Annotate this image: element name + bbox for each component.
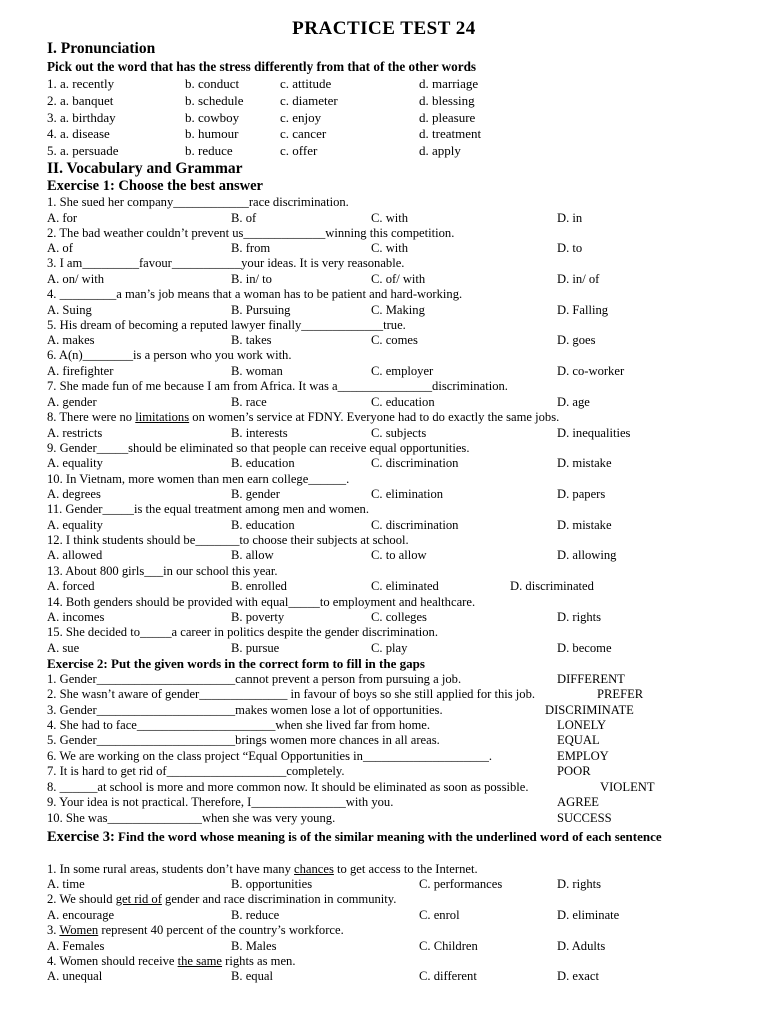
- option-d: D. in/ of: [557, 272, 600, 286]
- option-b: B. pursue: [231, 641, 280, 655]
- question-stem: 9. Gender_____should be eliminated so that people can receive equal opportunities.: [47, 441, 470, 455]
- option-d: D. to: [557, 241, 583, 255]
- question-stem: 15. She decided to_____a career in politics despite the gender discrimination.: [47, 625, 438, 639]
- option-b: b. cowboy: [185, 110, 240, 125]
- option-a: A. restricts: [47, 426, 103, 440]
- option-c: c. attitude: [280, 76, 332, 91]
- option-b: B. takes: [231, 333, 272, 347]
- root-word: AGREE: [557, 795, 599, 809]
- option-d: D. become: [557, 641, 612, 655]
- question-stem: 6. A(n)________is a person who you work with.: [47, 348, 292, 362]
- option-c: C. discrimination: [371, 456, 459, 470]
- option-c: C. with: [371, 241, 409, 255]
- option-d: D. age: [557, 395, 590, 409]
- word-form-item: 5. Gender______________________brings women more chances in all areas. EQUAL: [47, 733, 600, 747]
- option-c: C. play: [371, 641, 408, 655]
- option-d: D. Falling: [557, 303, 609, 317]
- section-heading-vocabulary: II. Vocabulary and Grammar: [47, 160, 243, 177]
- option-b: B. race: [231, 395, 267, 409]
- option-b: B. reduce: [231, 908, 280, 922]
- option-c: c. cancer: [280, 126, 327, 141]
- option-a: A. gender: [47, 395, 97, 409]
- question-stem: 8. There were no limitations on women’s service at FDNY. Everyone had to do exactly the same jobs.: [47, 410, 560, 424]
- option-b: B. poverty: [231, 610, 285, 624]
- option-d: D. exact: [557, 969, 599, 983]
- option-a: A. for: [47, 211, 78, 225]
- word-form-item: 4. She had to face______________________when she lived far from home. LONELY: [47, 718, 607, 732]
- option-a: 4. a. disease: [47, 126, 110, 141]
- answer-options: [47, 364, 747, 380]
- option-c: C. elimination: [371, 487, 444, 501]
- underlined-word: the same: [177, 954, 223, 968]
- root-word: EQUAL: [557, 733, 600, 747]
- answer-options: [47, 211, 747, 227]
- option-a: A. degrees: [47, 487, 101, 501]
- question-stem: 2. The bad weather couldn’t prevent us_____________winning this competition.: [47, 226, 455, 240]
- option-b: b. conduct: [185, 76, 240, 91]
- option-b: B. woman: [231, 364, 283, 378]
- option-b: B. Males: [231, 939, 277, 953]
- word-form-item: 2. She wasn’t aware of gender______________ in favour of boys so she still applied for this job. PREFER: [47, 687, 644, 701]
- answer-options: [47, 487, 747, 503]
- option-d: D. inequalities: [557, 426, 631, 440]
- option-b: B. from: [231, 241, 271, 255]
- answer-options: [47, 548, 747, 564]
- option-c: C. of/ with: [371, 272, 426, 286]
- word-form-item: 6. We are working on the class project “Equal Opportunities in____________________. EMPLOY: [47, 749, 609, 763]
- question-stem: 3. I am_________favour___________your ideas. It is very reasonable.: [47, 256, 405, 270]
- question-stem: 12. I think students should be_______to choose their subjects at school.: [47, 533, 409, 547]
- word-form-item: 8. ______at school is more and more common now. It should be eliminated as soon as possible. VIOLENT: [47, 780, 655, 794]
- option-d: d. apply: [419, 143, 461, 158]
- option-a: 1. a. recently: [47, 76, 115, 91]
- question-stem: 1. In some rural areas, students don’t have many chances to get access to the Internet.: [47, 862, 478, 876]
- option-b: B. enrolled: [231, 579, 287, 593]
- answer-options: [47, 969, 747, 985]
- option-c: C. to allow: [371, 548, 427, 562]
- option-d: D. mistake: [557, 456, 612, 470]
- option-b: B. in/ to: [231, 272, 272, 286]
- answer-options: [47, 272, 747, 288]
- pronunciation-instruction: Pick out the word that has the stress differently from that of the other words: [47, 59, 477, 74]
- option-c: C. Children: [419, 939, 478, 953]
- answer-options: [47, 333, 747, 349]
- question-stem: 3. Women represent 40 percent of the country’s workforce.: [47, 923, 344, 937]
- option-a: A. equality: [47, 456, 103, 470]
- option-a: A. unequal: [47, 969, 103, 983]
- option-a: A. of: [47, 241, 73, 255]
- option-c: C. colleges: [371, 610, 427, 624]
- root-word: DISCRIMINATE: [545, 703, 634, 717]
- option-a: 3. a. birthday: [47, 110, 116, 125]
- option-d: D. papers: [557, 487, 606, 501]
- root-word: VIOLENT: [600, 780, 655, 794]
- option-a: A. sue: [47, 641, 80, 655]
- option-c: C. eliminated: [371, 579, 439, 593]
- option-c: C. Making: [371, 303, 425, 317]
- option-b: B. gender: [231, 487, 280, 501]
- option-c: C. with: [371, 211, 409, 225]
- underlined-word: Women: [59, 923, 99, 937]
- answer-options: [47, 426, 747, 442]
- root-word: SUCCESS: [557, 811, 612, 825]
- option-b: B. allow: [231, 548, 274, 562]
- question-stem: 2. We should get rid of gender and race discrimination in community.: [47, 892, 397, 906]
- option-b: b. humour: [185, 126, 239, 141]
- option-d: d. treatment: [419, 126, 482, 141]
- option-c: C. performances: [419, 877, 503, 891]
- answer-options: [47, 241, 747, 257]
- question-stem: 13. About 800 girls___in our school this year.: [47, 564, 278, 578]
- option-a: A. forced: [47, 579, 95, 593]
- option-c: C. education: [371, 395, 435, 409]
- option-a: A. encourage: [47, 908, 115, 922]
- exercise-3-heading: Exercise 3: Find the word whose meaning is of the similar meaning with the underlined word of each sentence: [47, 829, 662, 845]
- answer-options: [47, 579, 747, 595]
- option-c: C. subjects: [371, 426, 427, 440]
- word-form-item: 1. Gender______________________cannot prevent a person from pursuing a job. DIFFERENT: [47, 672, 625, 686]
- answer-options: [47, 877, 747, 893]
- option-d: D. allowing: [557, 548, 617, 562]
- option-a: A. firefighter: [47, 364, 114, 378]
- option-d: d. blessing: [419, 93, 475, 108]
- option-d: D. rights: [557, 877, 602, 891]
- question-stem: 5. His dream of becoming a reputed lawyer finally_____________true.: [47, 318, 406, 332]
- option-d: D. rights: [557, 610, 602, 624]
- option-b: B. opportunities: [231, 877, 313, 891]
- option-b: b. reduce: [185, 143, 233, 158]
- option-d: D. Adults: [557, 939, 606, 953]
- question-stem: 10. In Vietnam, more women than men earn college______.: [47, 472, 350, 486]
- option-d: D. mistake: [557, 518, 612, 532]
- option-a: A. makes: [47, 333, 95, 347]
- question-stem: 4. _________a man’s job means that a woman has to be patient and hard-working.: [47, 287, 463, 301]
- option-b: B. Pursuing: [231, 303, 291, 317]
- word-form-item: 7. It is hard to get rid of___________________completely. POOR: [47, 764, 591, 778]
- answer-options: [47, 518, 747, 534]
- exercise-2-heading: Exercise 2: Put the given words in the correct form to fill in the gaps: [47, 656, 425, 671]
- option-c: C. discrimination: [371, 518, 459, 532]
- underlined-word: get rid of: [115, 892, 162, 906]
- exercise-1-heading: Exercise 1: Choose the best answer: [47, 178, 263, 194]
- root-word: EMPLOY: [557, 749, 609, 763]
- option-d: D. discriminated: [510, 579, 594, 593]
- option-c: c. offer: [280, 143, 318, 158]
- answer-options: [47, 395, 747, 411]
- option-a: A. equality: [47, 518, 103, 532]
- answer-options: [47, 641, 747, 657]
- option-a: 2. a. banquet: [47, 93, 114, 108]
- answer-options: [47, 456, 747, 472]
- option-c: c. diameter: [280, 93, 338, 108]
- answer-options: [47, 908, 747, 924]
- root-word: DIFFERENT: [557, 672, 625, 686]
- option-c: C. employer: [371, 364, 434, 378]
- option-c: C. different: [419, 969, 477, 983]
- option-a: A. Females: [47, 939, 105, 953]
- underlined-word: limitations: [135, 410, 190, 424]
- option-a: A. time: [47, 877, 85, 891]
- option-a: A. on/ with: [47, 272, 105, 286]
- option-c: C. comes: [371, 333, 418, 347]
- option-c: c. enjoy: [280, 110, 322, 125]
- option-d: D. eliminate: [557, 908, 620, 922]
- question-stem: 4. Women should receive the same rights as men.: [47, 954, 296, 968]
- word-form-item: 10. She was_______________when she was very young. SUCCESS: [47, 811, 612, 825]
- root-word: PREFER: [597, 687, 644, 701]
- option-b: B. equal: [231, 969, 273, 983]
- question-stem: 1. She sued her company____________race discrimination.: [47, 195, 349, 209]
- option-d: D. co-worker: [557, 364, 625, 378]
- option-a: A. allowed: [47, 548, 103, 562]
- option-d: d. marriage: [419, 76, 479, 91]
- question-stem: 14. Both genders should be provided with equal_____to employment and healthcare.: [47, 595, 476, 609]
- option-b: B. education: [231, 456, 295, 470]
- page-title: PRACTICE TEST 24: [292, 18, 476, 39]
- option-b: b. schedule: [185, 93, 244, 108]
- root-word: LONELY: [557, 718, 607, 732]
- option-d: D. in: [557, 211, 583, 225]
- option-a: A. Suing: [47, 303, 92, 317]
- question-stem: 11. Gender_____is the equal treatment among men and women.: [47, 502, 369, 516]
- question-stem: 7. She made fun of me because I am from Africa. It was a_______________discrimination.: [47, 379, 508, 393]
- option-d: D. goes: [557, 333, 596, 347]
- underlined-word: chances: [294, 862, 334, 876]
- word-form-item: 9. Your idea is not practical. Therefore, I_______________with you. AGREE: [47, 795, 599, 809]
- answer-options: [47, 303, 747, 319]
- section-heading-pronunciation: I. Pronunciation: [47, 40, 156, 57]
- root-word: POOR: [557, 764, 591, 778]
- word-form-item: 3. Gender______________________makes women lose a lot of opportunities. DISCRIMINATE: [47, 703, 634, 717]
- answer-options: [47, 610, 747, 626]
- option-b: B. of: [231, 211, 257, 225]
- option-b: B. education: [231, 518, 295, 532]
- option-d: d. pleasure: [419, 110, 476, 125]
- answer-options: [47, 939, 747, 955]
- option-c: C. enrol: [419, 908, 460, 922]
- option-a: 5. a. persuade: [47, 143, 119, 158]
- option-b: B. interests: [231, 426, 288, 440]
- option-a: A. incomes: [47, 610, 105, 624]
